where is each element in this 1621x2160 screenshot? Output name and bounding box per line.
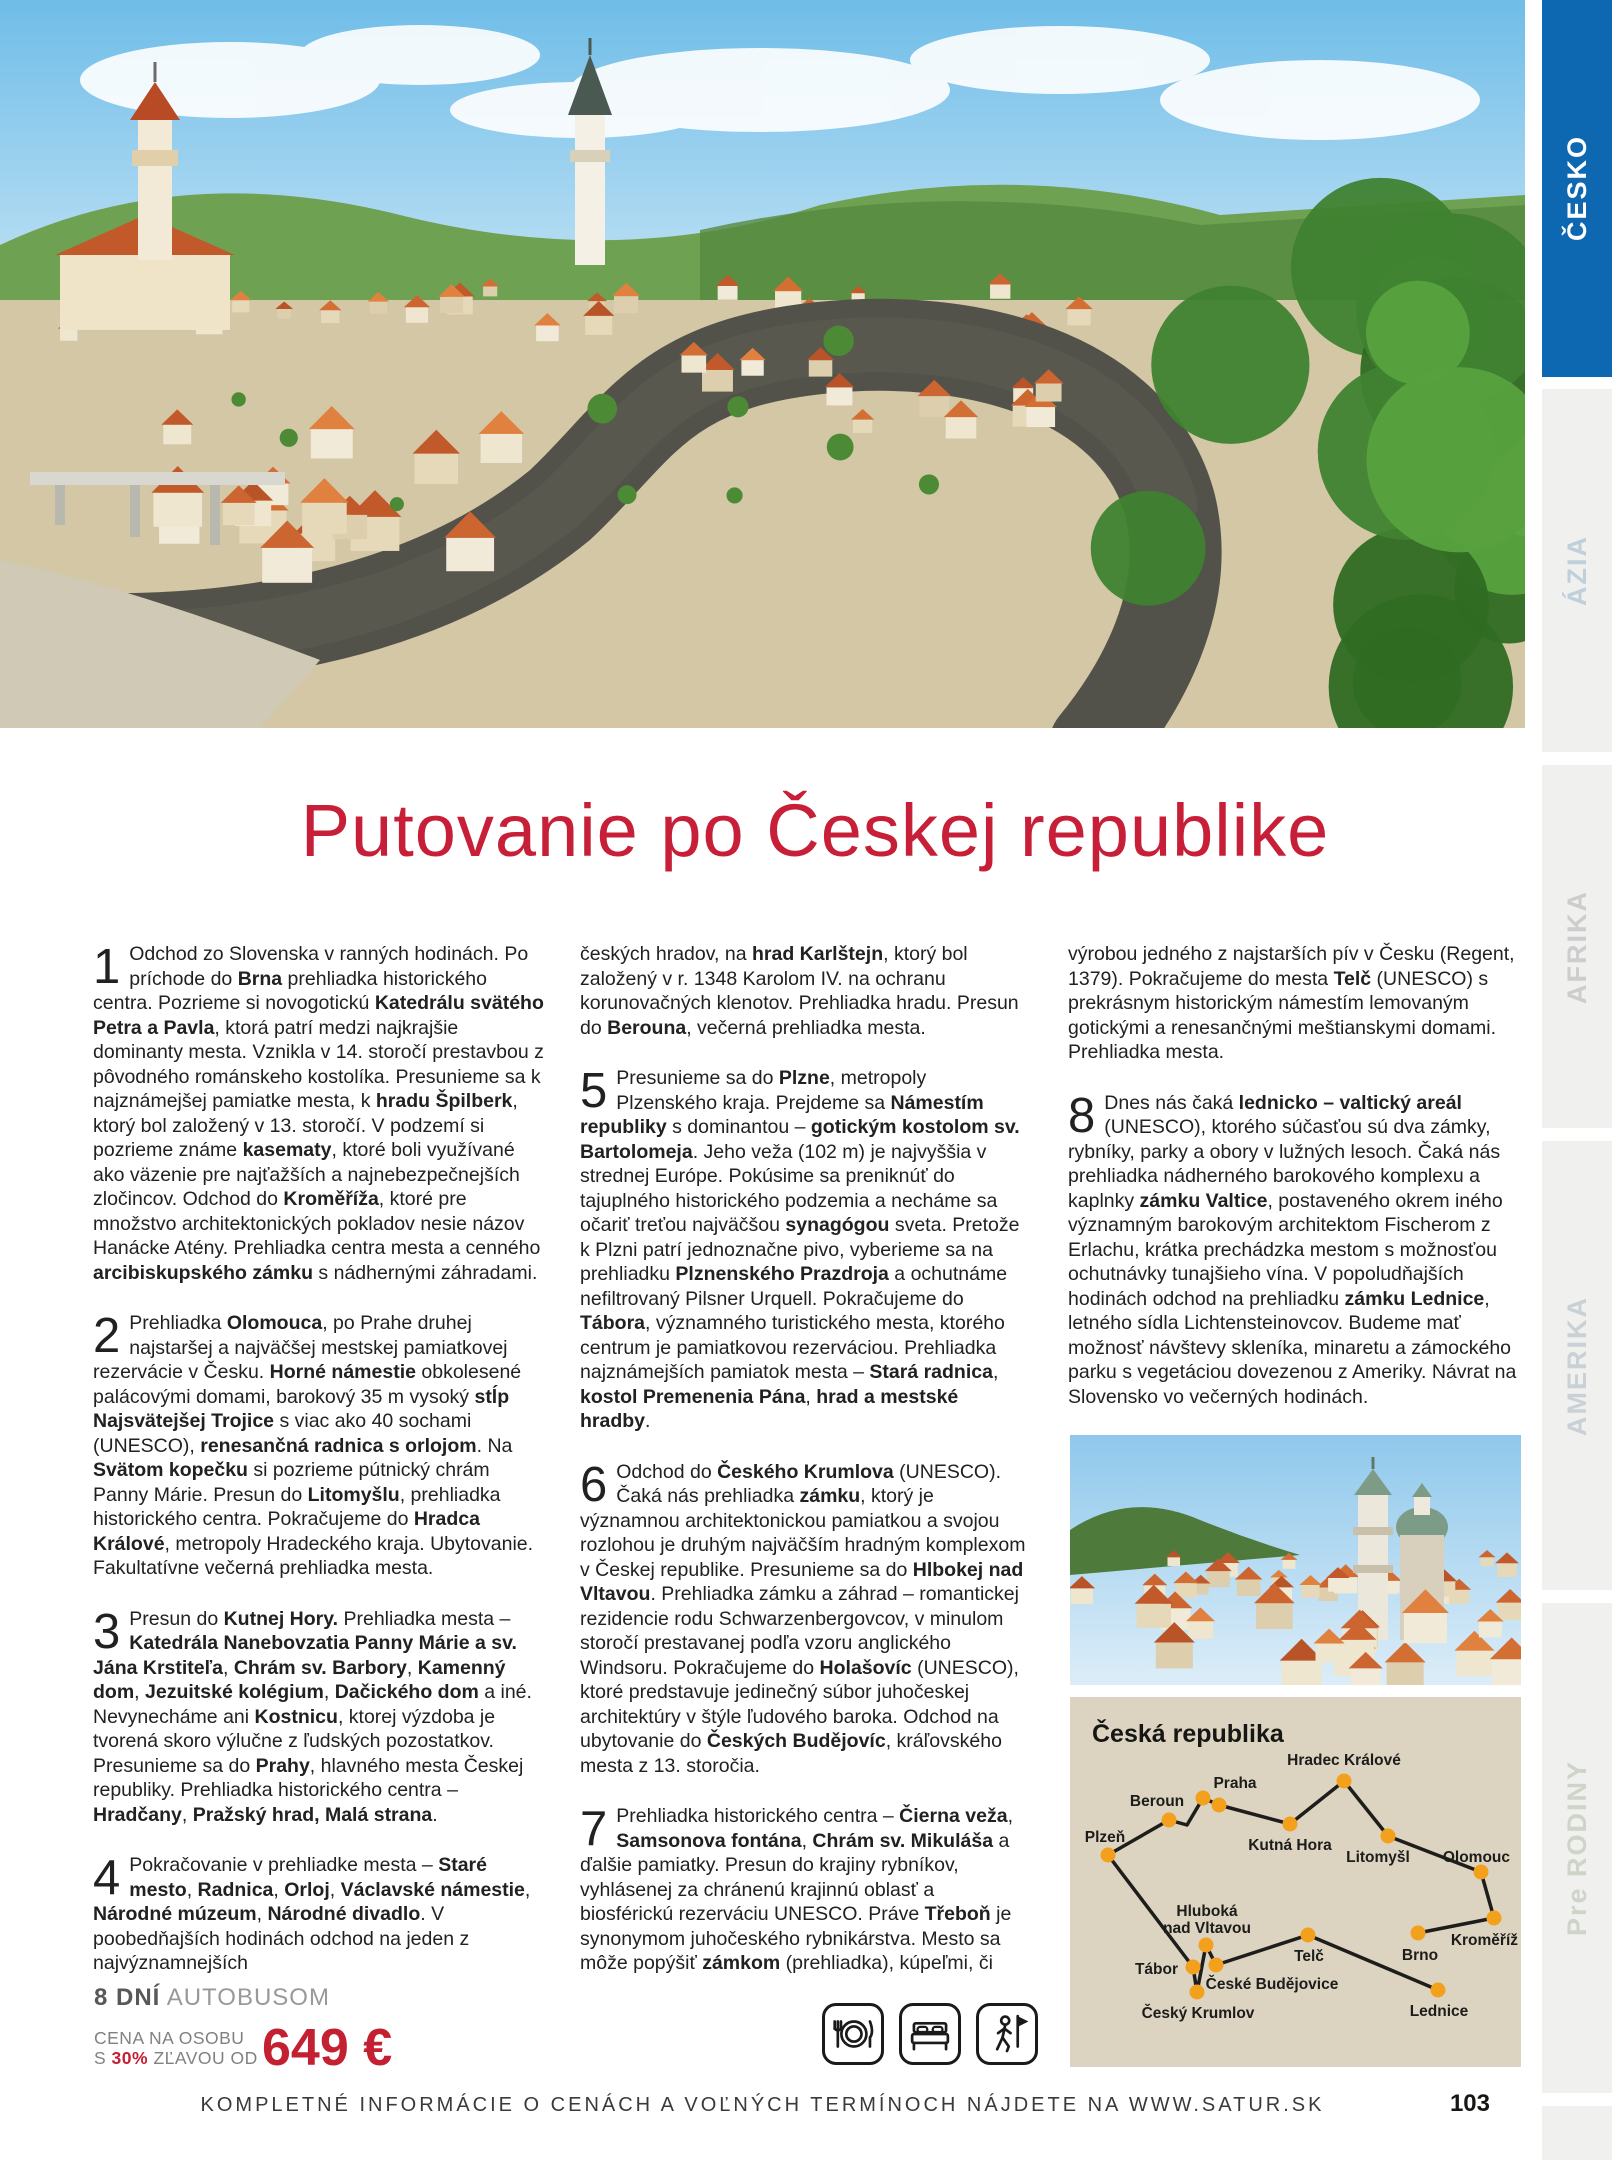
discount-badge: 30%	[111, 2048, 149, 2068]
map-city-label: Kroměříž	[1450, 1932, 1518, 1949]
tour-days: 8 DNÍ	[94, 1984, 161, 2011]
map-city-label: Hluboká	[1176, 1903, 1238, 1920]
category-tab-pre-rodiny[interactable]	[1542, 1603, 1612, 2093]
category-tab-label: ČESKO	[1561, 135, 1592, 242]
itinerary-paragraph: 6 Odchod do Českého Krumlova (UNESCO). Čaká nás prehliadka zámku, ktorý je významnou architektonickou pamiatkou a svojou rozlohou je druhým najväčším hradným komplexom v Českej republike. Presunieme sa do Hlbokej nad Vltavou. Prehliadka zámku a záhrad – romantickej rezidencie rodu Schwarzenbergovcov, v minulom storočí prestavanej podľa vzoru anglického Windsoru. Pokračujeme do Holašovíc (UNESCO), ktoré predstavuje jedinečný súbor juhočeskej architektúry v štýle ľudového baroka. Odchod na ubytovanie do Českých Budějovíc, kráľovského mesta z 13. storočia.	[580, 1457, 1026, 1777]
day-number: 7	[580, 1802, 608, 1856]
hero-illustration	[0, 0, 1525, 728]
itinerary-paragraph: 1 Odchod zo Slovenska v ranných hodinách. Po príchode do Brna prehliadka historického centra. Pozrieme si novogotickú Katedrálu svätého Petra a Pavla, ktorá patrí medzi najkrajšie dominanty mesta. Vznikla v 14. storočí prestavbou z pôvodného románskeho kostolíka. Presunieme sa k najznámejšej pamiatke mesta, k hradu Špilberk, ktorý bol založený v 13. storočí. V podzemí si pozrieme známe kasematy, ktoré boli využívané ako väzenie pre najťažších a najnebezpečnejších zločincov. Odchod do Kroměříža, ktoré pre množstvo architektonických pokladov nesie názov Hanácke Atény. Prehliadka centra mesta a cenného arcibiskupského zámku s nádhernými záhradami.	[93, 940, 544, 1284]
price-label-line2: S 30% ZĽAVOU OD	[94, 2048, 258, 2068]
map-city-label: Lednice	[1409, 2003, 1469, 2020]
map-city-label: Beroun	[1129, 1793, 1185, 1810]
itinerary-paragraph: 7 Prehliadka historického centra – Čierna veža, Samsonova fontána, Chrám sv. Mikuláša a ďalšie pamiatky. Presun do krajiny rybníkov, vyhlásenej za chránenú krajinnú oblasť a biosférickú rezerváciu UNESCO. Práve Třeboň je synonymom juhočeského rybnikárstva. Mesto sa môže popýšiť zámkom (prehliadka), kúpeľmi, či	[580, 1802, 1013, 1974]
category-tab-label: AMERIKA	[1561, 1295, 1592, 1436]
day-number: 1	[93, 940, 121, 994]
map-city-label: Olomouc	[1442, 1849, 1510, 1866]
map-city-label: Praha	[1213, 1775, 1257, 1792]
map-city-label: nad Vltavou	[1163, 1920, 1251, 1937]
price-label-line1: CENA NA OSOBU	[94, 2028, 245, 2048]
map-city-label: Tábor	[1134, 1961, 1178, 1978]
day-number: 6	[580, 1457, 608, 1512]
tour-duration	[94, 1984, 330, 2012]
day-number: 2	[93, 1309, 121, 1363]
itinerary-paragraph: 2 Prehliadka Olomouca, po Prahe druhej najstaršej a najväčšej mestskej pamiatkovej rezervácie v Česku. Horné námestie obkolesené palácovými domami, barokový 35 m vysoký stĺp Najsvätejšej Trojice s viac ako 40 sochami (UNESCO), renesančná radnica s orlojom. Na Svätom kopečku si pozrieme pútnický chrám Panny Márie. Presun do Litomyšlu, prehliadka historického centra. Pokračujeme do Hradca Králové, metropoly Hradeckého kraja. Ubytovanie. Fakultatívne večerná prehliadka mesta.	[93, 1309, 534, 1579]
hero-photo-cesky-krumlov	[0, 0, 1525, 728]
category-tab-cesko-active[interactable]	[1542, 0, 1612, 377]
route-map-czech-republic	[1070, 1697, 1521, 2067]
itinerary-paragraph: českých hradov, na hrad Karlštejn, ktorý bol založený v r. 1348 Karolom IV. na ochranu korunovačných klenotov. Prehliadka hradu. Presun do Berouna, večerná prehliadka mesta.	[580, 943, 1019, 1039]
category-tab-amerika[interactable]	[1542, 1141, 1612, 1590]
map-city-label: Plzeň	[1084, 1829, 1126, 1846]
itinerary-column-3	[1068, 942, 1520, 1435]
map-city-label: České Budějovice	[1205, 1976, 1339, 1993]
page-number: 103	[1449, 2090, 1490, 2117]
map-city-label: Kutná Hora	[1248, 1837, 1332, 1854]
map-city-label: Litomyšl	[1346, 1849, 1410, 1866]
itinerary-column-2	[580, 942, 1032, 2002]
tour-transport: AUTOBUSOM	[160, 1984, 330, 2011]
footer-info: KOMPLETNÉ INFORMÁCIE O CENÁCH A VOĽNÝCH TERMÍNOCH NÁJDETE NA WWW.SATUR.SK	[200, 2094, 1325, 2116]
day-number: 5	[580, 1064, 608, 1118]
day-number: 3	[93, 1604, 121, 1659]
hiking-icon	[976, 2003, 1038, 2065]
prague-illustration	[1070, 1435, 1521, 1685]
itinerary-column-1	[93, 942, 545, 2002]
day-number: 4	[93, 1851, 121, 1905]
itinerary-paragraph: 8 Dnes nás čaká lednicko – valtický areál (UNESCO), ktorého súčasťou sú dva zámky, rybníky, parky a obory v lužných lesoch. Čaká nás prehliadka nádherného barokového komplexu a kaplnky zámku Valtice, postaveného okrem iného významným barokovým architektom Fischerom z Erlachu, krátka prechádzka mestom s možnosťou ochutnávky tunajšieho vína. V popoludňajších hodinách odchod na prehliadku zámku Lednice, letného sídla Lichtensteinovcov. Budeme mať možnosť návštevy skleníka, minaretu a zámockého parku s vegetáciou dovezenou z Ameriky. Návrat na Slovensko vo večerných hodinách.	[1068, 1088, 1517, 1408]
itinerary-paragraph: výrobou jedného z najstarších pív v Česku (Regent, 1379). Pokračujeme do mesta Telč (UNESCO) s prekrásnym historickým námestím lemovaným gotickými a renesančnými meštianskymi domami. Prehliadka mesta.	[1068, 943, 1515, 1063]
dining-icon	[822, 2003, 884, 2065]
category-tab-next[interactable]	[1542, 2106, 1612, 2160]
itinerary-paragraph: 5 Presunieme sa do Plzne, metropoly Plzenského kraja. Prejdeme sa Námestím republiky s dominantou – gotickým kostolom sv. Bartolomeja. Jeho veža (102 m) je najvyššia v strednej Európe. Pokúsime sa preniknúť do tajuplného historického podzemia a necháme sa očariť treťou najväčšou synagógou sveta. Pretože k Plzni patrí jednoznačne pivo, vyberieme sa na prehliadku Plznenského Prazdroja a ochutnáme nefiltrovaný Pilsner Urquell. Pokračujeme do Tábora, významného turistického mesta, ktorého centrum je pamiatkovou rezerváciou. Prehliadka najznámejších pamiatok mesta – Stará radnica, kostol Premenenia Pána, hrad a mestské hradby.	[580, 1064, 1020, 1432]
map-city-label: Brno	[1401, 1947, 1439, 1964]
category-tab-ázia[interactable]	[1542, 389, 1612, 752]
map-title: Česká republika	[1092, 1720, 1284, 1748]
price-label	[94, 2028, 258, 2068]
map-city-label: Hradec Králové	[1287, 1752, 1401, 1769]
itinerary-paragraph: 4 Pokračovanie v prehliadke mesta – Staré mesto, Radnica, Orloj, Václavské námestie, Národné múzeum, Národné divadlo. V poobedňajších hodinách odchod na jeden z najvýznamnejších	[93, 1851, 531, 1974]
itinerary-paragraph: 3 Presun do Kutnej Hory. Prehliadka mesta – Katedrála Nanebovzatia Panny Márie a sv. Jána Krstiteľa, Chrám sv. Barbory, Kamenný dom, Jezuitské kolégium, Dačického dom a iné. Nevynecháme ani Kostnicu, ktorej výzdoba je tvorená skoro výlučne z ľudských pozostatkov. Presunieme sa do Prahy, hlavného mesta Českej republiky. Prehliadka historického centra – Hradčany, Pražský hrad, Malá strana.	[93, 1604, 532, 1826]
map-city-label: Český Krumlov	[1141, 2005, 1255, 2022]
category-tab-label: ÁZIA	[1561, 535, 1592, 606]
category-tab-afrika[interactable]	[1542, 765, 1612, 1128]
map-city-label: Telč	[1294, 1948, 1324, 1965]
bed-icon	[899, 2003, 961, 2065]
page-title: Putovanie po Českej republike	[300, 789, 1330, 872]
day-number: 8	[1068, 1088, 1096, 1143]
category-tab-label: Pre RODINY	[1561, 1759, 1592, 1937]
category-tab-label: AFRIKA	[1561, 889, 1592, 1004]
price-value: 649 €	[262, 2019, 393, 2077]
photo-prague-mala-strana	[1070, 1435, 1521, 1685]
